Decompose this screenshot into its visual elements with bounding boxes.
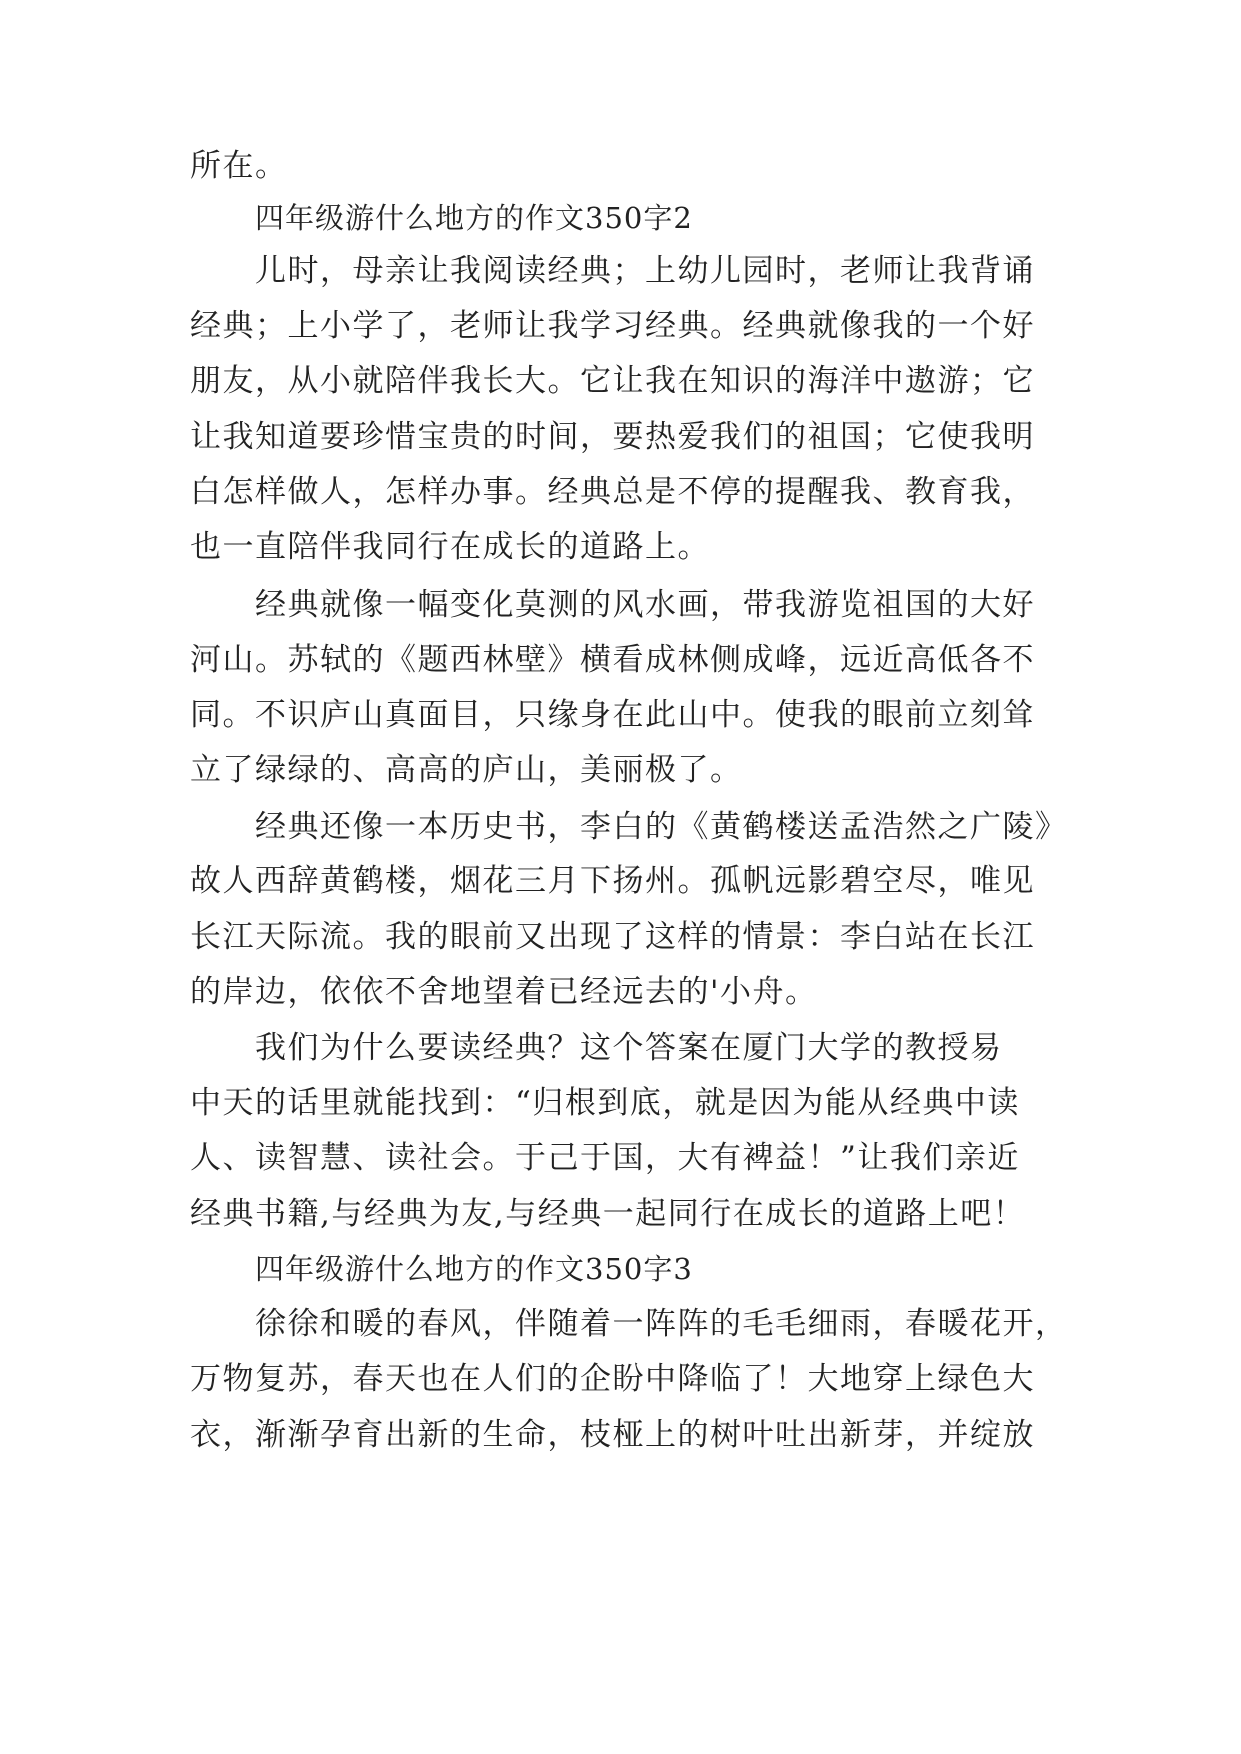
text-line: 衣，渐渐孕育出新的生命，枝桠上的树叶吐出新芽，并绽放 <box>190 1417 1035 1453</box>
text-line: 经典书籍,与经典为友,与经典一起同行在成长的道路上吧！ <box>190 1196 1026 1232</box>
text-line: 河山。苏轼的《题西林壁》横看成林侧成峰，远近高低各不 <box>190 642 1035 678</box>
text-line: 长江天际流。我的眼前又出现了这样的情景：李白站在长江 <box>190 919 1035 955</box>
text-line: 中天的话里就能找到：“归根到底，就是因为能从经典中读 <box>190 1085 1020 1121</box>
text-line: 徐徐和暖的春风，伴随着一阵阵的毛毛细雨，春暖花开， <box>255 1306 1068 1342</box>
section-heading: 四年级游什么地方的作文350字3 <box>255 1252 693 1286</box>
text-line: 让我知道要珍惜宝贵的时间，要热爱我们的祖国；它使我明 <box>190 419 1035 455</box>
text-line: 经典还像一本历史书，李白的《黄鹤楼送孟浩然之广陵》 <box>255 809 1068 845</box>
text-line: 我们为什么要读经典？这个答案在厦门大学的教授易 <box>255 1030 1003 1066</box>
text-line: 经典；上小学了，老师让我学习经典。经典就像我的一个好 <box>190 308 1035 344</box>
text-line: 朋友，从小就陪伴我长大。它让我在知识的海洋中遨游；它 <box>190 363 1035 399</box>
text-line: 同。不识庐山真面目，只缘身在此山中。使我的眼前立刻耸 <box>190 697 1035 733</box>
text-line: 人、读智慧、读社会。于己于国，大有裨益！”让我们亲近 <box>190 1140 1020 1176</box>
text-line: 儿时，母亲让我阅读经典；上幼儿园时，老师让我背诵 <box>255 253 1035 289</box>
text-line: 所在。 <box>190 148 288 184</box>
text-line: 立了绿绿的、高高的庐山，美丽极了。 <box>190 752 743 788</box>
text-line: 的岸边，依依不舍地望着已经远去的'小舟。 <box>190 974 818 1010</box>
text-line: 也一直陪伴我同行在成长的道路上。 <box>190 529 710 565</box>
text-line: 白怎样做人，怎样办事。经典总是不停的提醒我、教育我， <box>190 474 1035 510</box>
text-line: 万物复苏，春天也在人们的企盼中降临了！大地穿上绿色大 <box>190 1361 1035 1397</box>
section-heading: 四年级游什么地方的作文350字2 <box>255 201 693 235</box>
text-line: 经典就像一幅变化莫测的风水画，带我游览祖国的大好 <box>255 587 1035 623</box>
text-line: 故人西辞黄鹤楼，烟花三月下扬州。孤帆远影碧空尽，唯见 <box>190 863 1035 899</box>
